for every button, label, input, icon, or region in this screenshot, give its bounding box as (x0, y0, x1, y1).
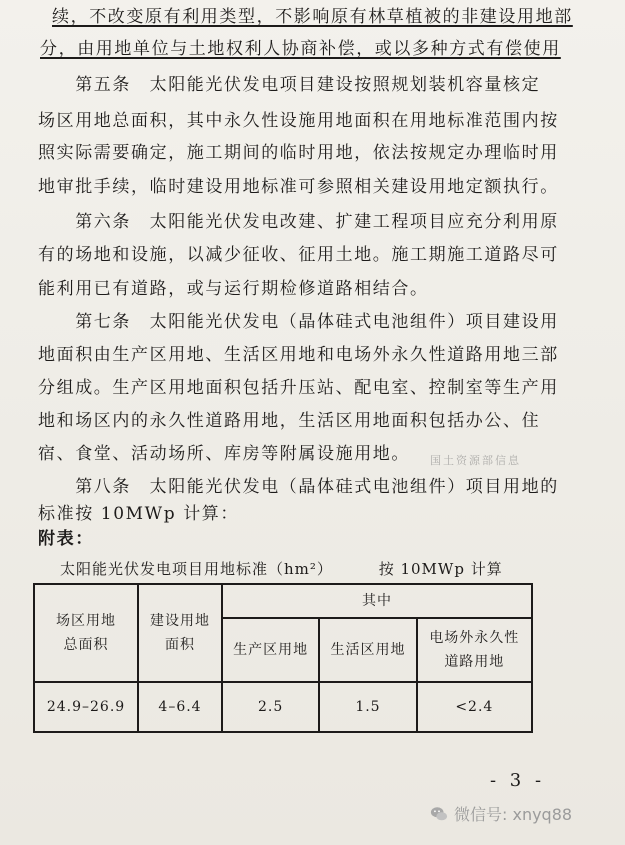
header-living: 生活区用地 (319, 618, 416, 682)
article-7-line-4: 地和场区内的永久性道路用地，生活区用地面积包括办公、住 (38, 411, 541, 431)
header-total-line1: 场区用地 (56, 613, 116, 629)
wechat-icon (430, 805, 448, 823)
cell-living: 1.5 (319, 682, 416, 732)
land-use-standard-table (33, 583, 533, 733)
attachment-label: 附表： (38, 529, 94, 549)
watermark-text: 微信号: xnyq88 (454, 805, 573, 824)
text-line-2: 分，由用地单位与土地权利人协商补偿，或以多种方式有偿使用 (40, 39, 561, 59)
header-road (417, 618, 532, 682)
article-8-line-2: 标准按 10MWp 计算： (38, 504, 240, 524)
header-road-line2: 道路用地 (444, 654, 505, 670)
article-8-line-1: 第八条 太阳能光伏发电（晶体硅式电池组件）项目用地的 (38, 477, 559, 497)
article-7-line-2: 地面积由生产区用地、生活区用地和电场外永久性道路用地三部 (38, 345, 559, 365)
table-caption-basis: 按 10MWp 计算 (378, 560, 503, 578)
table-row (34, 682, 532, 732)
article-6-line-3: 能利用已有道路，或与运行期检修道路相结合。 (38, 279, 429, 299)
watermark (430, 802, 572, 825)
text-line-1: 续，不改变原有利用类型，不影响原有林草植被的非建设用地部 (52, 7, 573, 27)
article-5-line-1: 第五条 太阳能光伏发电项目建设按照规划装机容量核定 (38, 75, 541, 95)
header-total-line2: 总面积 (63, 637, 109, 653)
cell-road: <2.4 (417, 682, 532, 732)
header-build-line2: 面积 (165, 637, 195, 653)
page-number: - 3 - (490, 770, 546, 791)
table-caption-title: 太阳能光伏发电项目用地标准（hm²） (60, 560, 333, 578)
table-caption (60, 558, 625, 580)
header-total-area (34, 584, 138, 682)
header-road-line1: 电场外永久性 (429, 630, 520, 646)
header-build-line1: 建设用地 (150, 613, 210, 629)
article-6-line-2: 有的场地和设施，以减少征收、征用土地。施工期施工道路尽可 (38, 245, 559, 265)
article-7-line-1: 第七条 太阳能光伏发电（晶体硅式电池组件）项目建设用 (38, 312, 559, 332)
table-header-row-1 (34, 584, 532, 618)
cell-production: 2.5 (222, 682, 319, 732)
header-production: 生产区用地 (222, 618, 319, 682)
article-5-line-3: 照实际需要确定，施工期间的临时用地，依法按规定办理临时用 (38, 143, 559, 163)
cell-total-area: 24.9–26.9 (34, 682, 138, 732)
article-5-line-4: 地审批手续，临时建设用地标准可参照相关建设用地定额执行。 (38, 177, 559, 197)
cell-build-area: 4–6.4 (138, 682, 222, 732)
header-among: 其中 (222, 584, 532, 618)
article-6-line-1: 第六条 太阳能光伏发电改建、扩建工程项目应充分利用原 (38, 212, 559, 232)
header-build-area (138, 584, 222, 682)
faded-stamp: 国土资源部信息 (430, 454, 521, 467)
article-7-line-3: 分组成。生产区用地面积包括升压站、配电室、控制室等生产用 (38, 378, 559, 398)
article-7-line-5: 宿、食堂、活动场所、库房等附属设施用地。 (38, 444, 410, 464)
article-5-line-2: 场区用地总面积，其中永久性设施用地面积在用地标准范围内按 (38, 111, 559, 131)
